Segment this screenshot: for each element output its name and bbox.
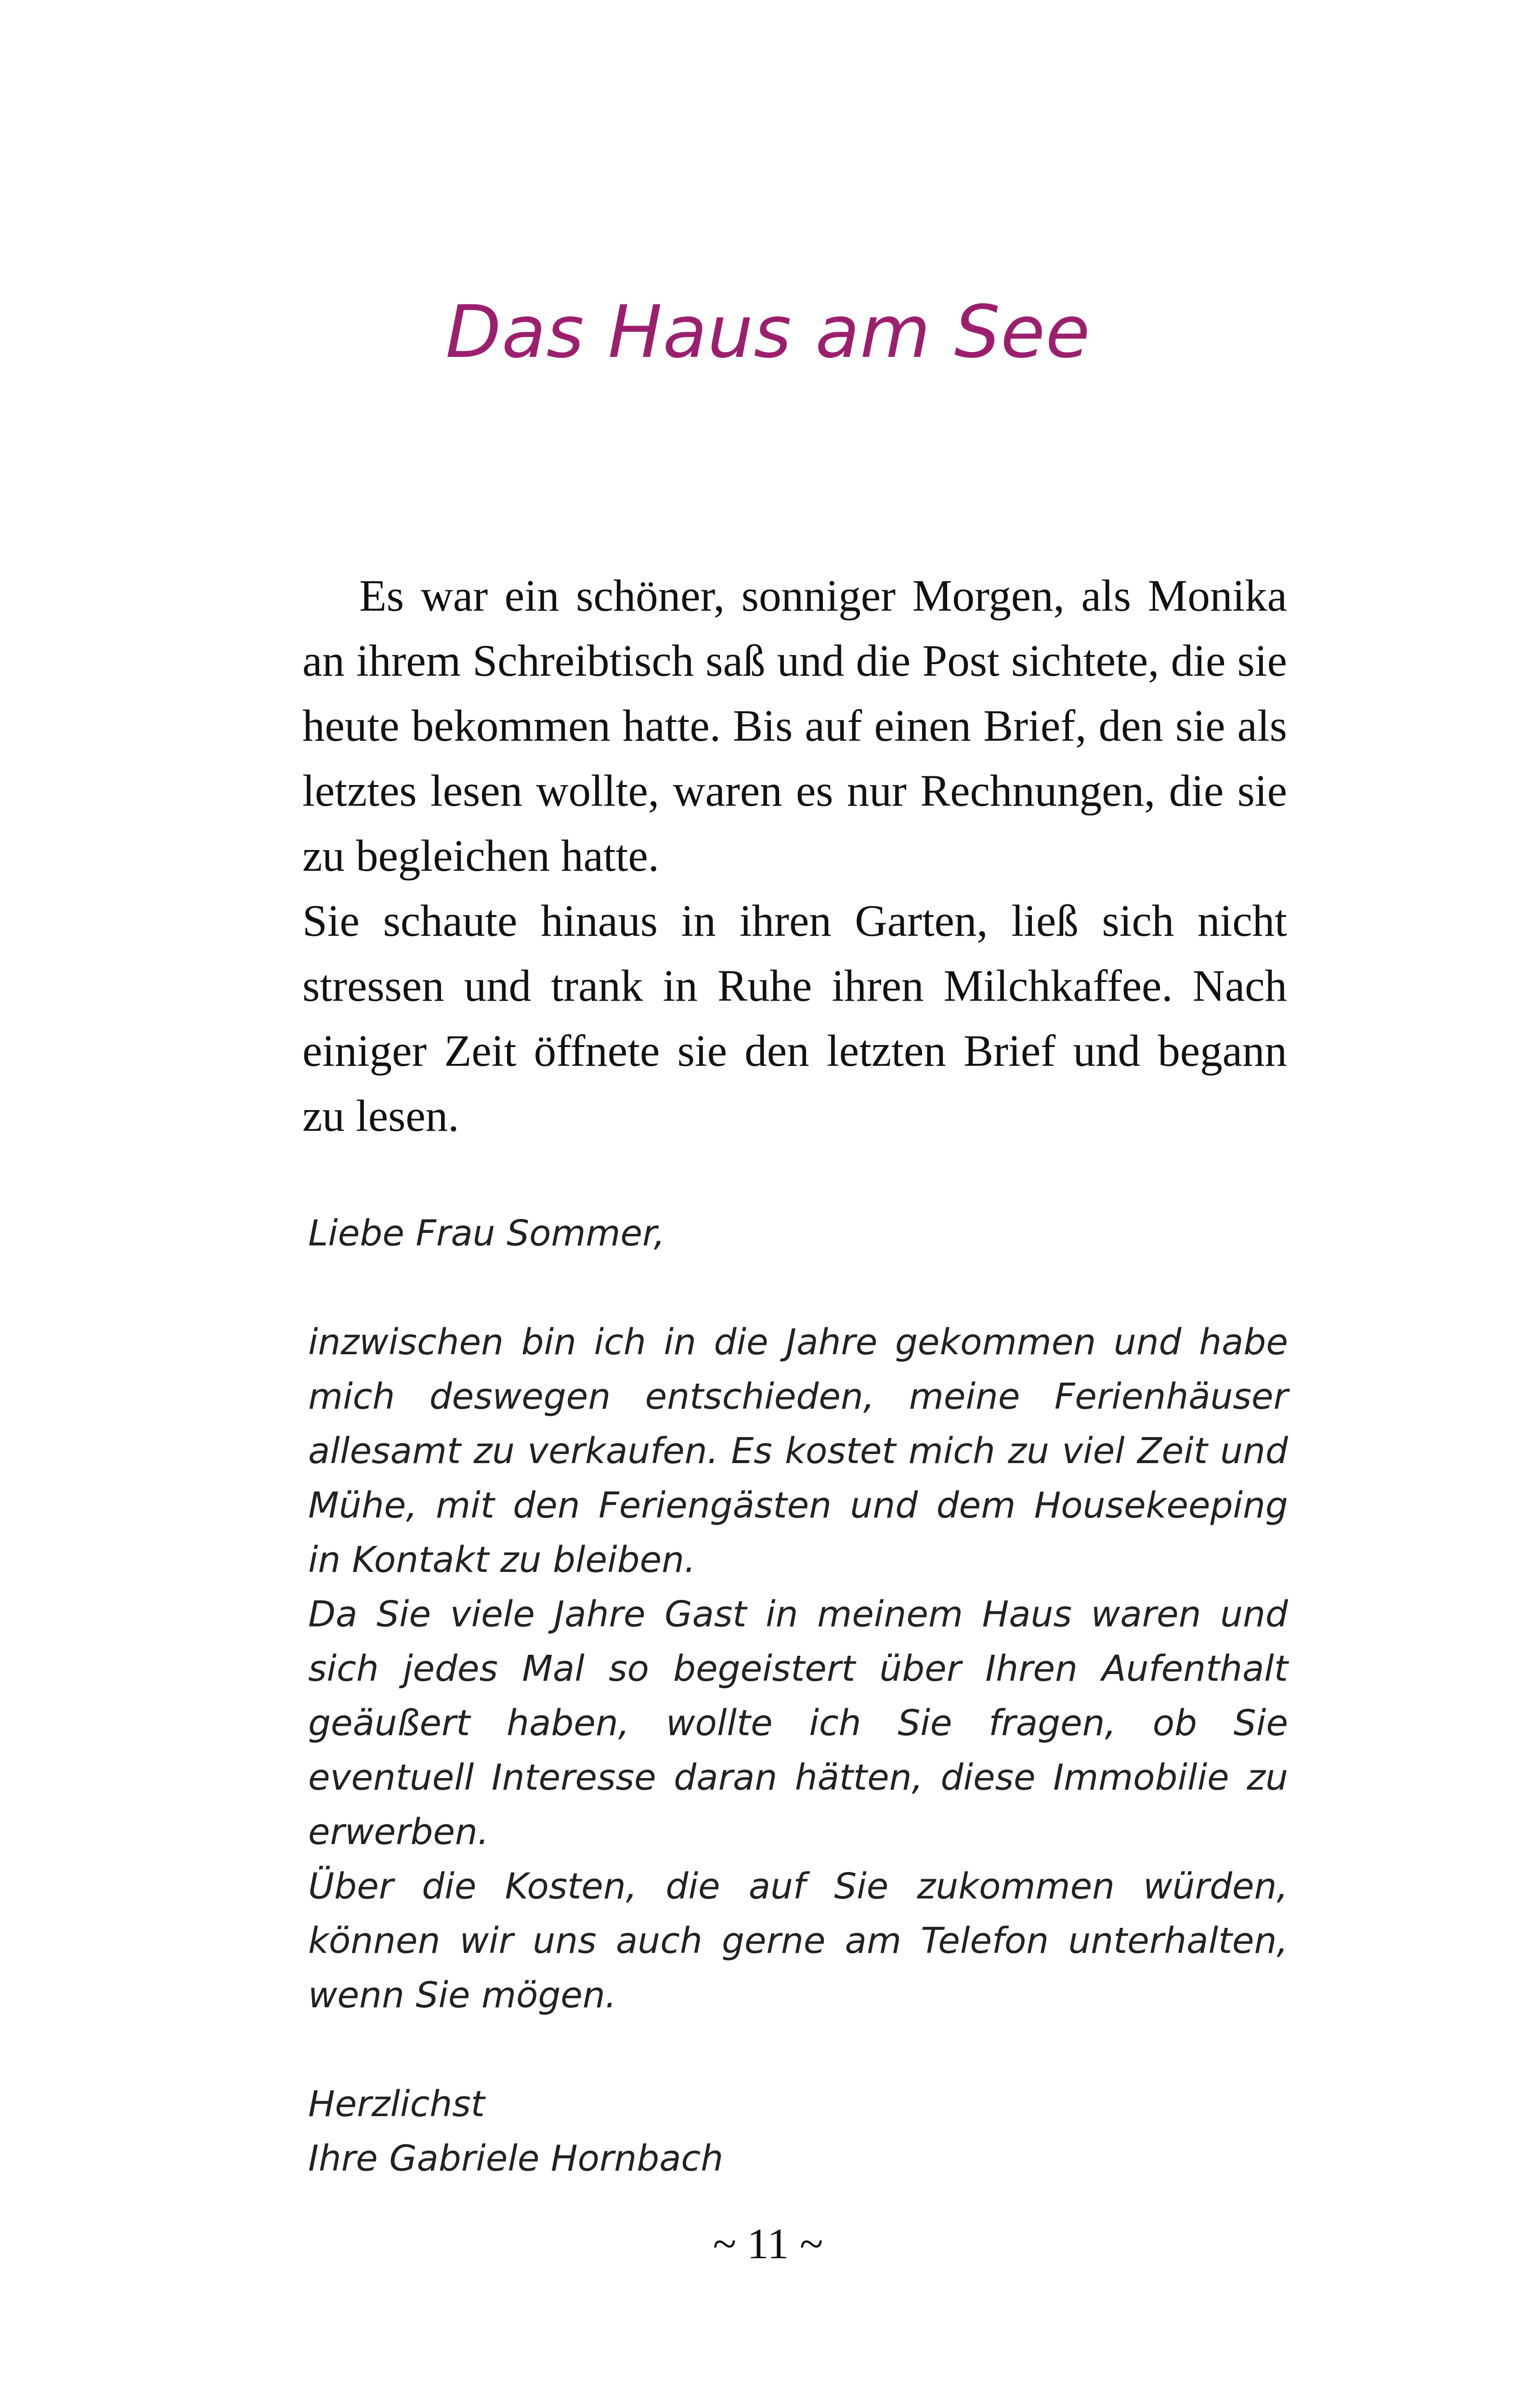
narrative-text	[302, 563, 1287, 1149]
narrative-paragraph: Es war ein schöner, sonniger Morgen, als Monika an ihrem Schreibtisch saß und die Post sichtete, die sie heute bekommen hatte. Bis auf einen Brief, den sie als letztes lesen wollte, waren es nur Rechnungen, die sie zu begleichen hatte.	[302, 571, 1287, 881]
chapter-title: Das Haus am See	[445, 290, 1091, 374]
letter-closing-block	[308, 2077, 1288, 2186]
letter-signature: Ihre Gabriele Hornbach	[308, 2138, 724, 2179]
letter-salutation: Liebe Frau Sommer,	[308, 1213, 665, 1254]
letter-paragraph: inzwischen bin ich in die Jahre gekommen und habe mich deswegen entschieden, meine Ferienhäuser allesamt zu verkaufen. Es kostet mich zu viel Zeit und Mühe, mit den Feriengästen und dem Housekeeping in Kontakt zu bleiben.	[308, 1322, 1288, 1581]
letter	[308, 1206, 1288, 2186]
narrative-paragraph: Sie schaute hinaus in ihren Garten, ließ sich nicht stressen und trank in Ruhe ihren Milchkaffee. Nach einiger Zeit öffnete sie den letzten Brief und begann zu lesen.	[302, 896, 1287, 1141]
page-number: ~ 11 ~	[713, 2220, 823, 2268]
letter-closing: Herzlichst	[308, 2083, 485, 2125]
letter-paragraph: Über die Kosten, die auf Sie zukommen würden, können wir uns auch gerne am Telefon unterhalten, wenn Sie mögen.	[308, 1866, 1288, 2016]
letter-paragraph: Da Sie viele Jahre Gast in meinem Haus waren und sich jedes Mal so begeistert über Ihren Aufenthalt geäußert haben, wollte ich Sie fragen, ob Sie eventuell Interesse daran hätten, diese Immobilie zu erwerben.	[308, 1594, 1288, 1853]
